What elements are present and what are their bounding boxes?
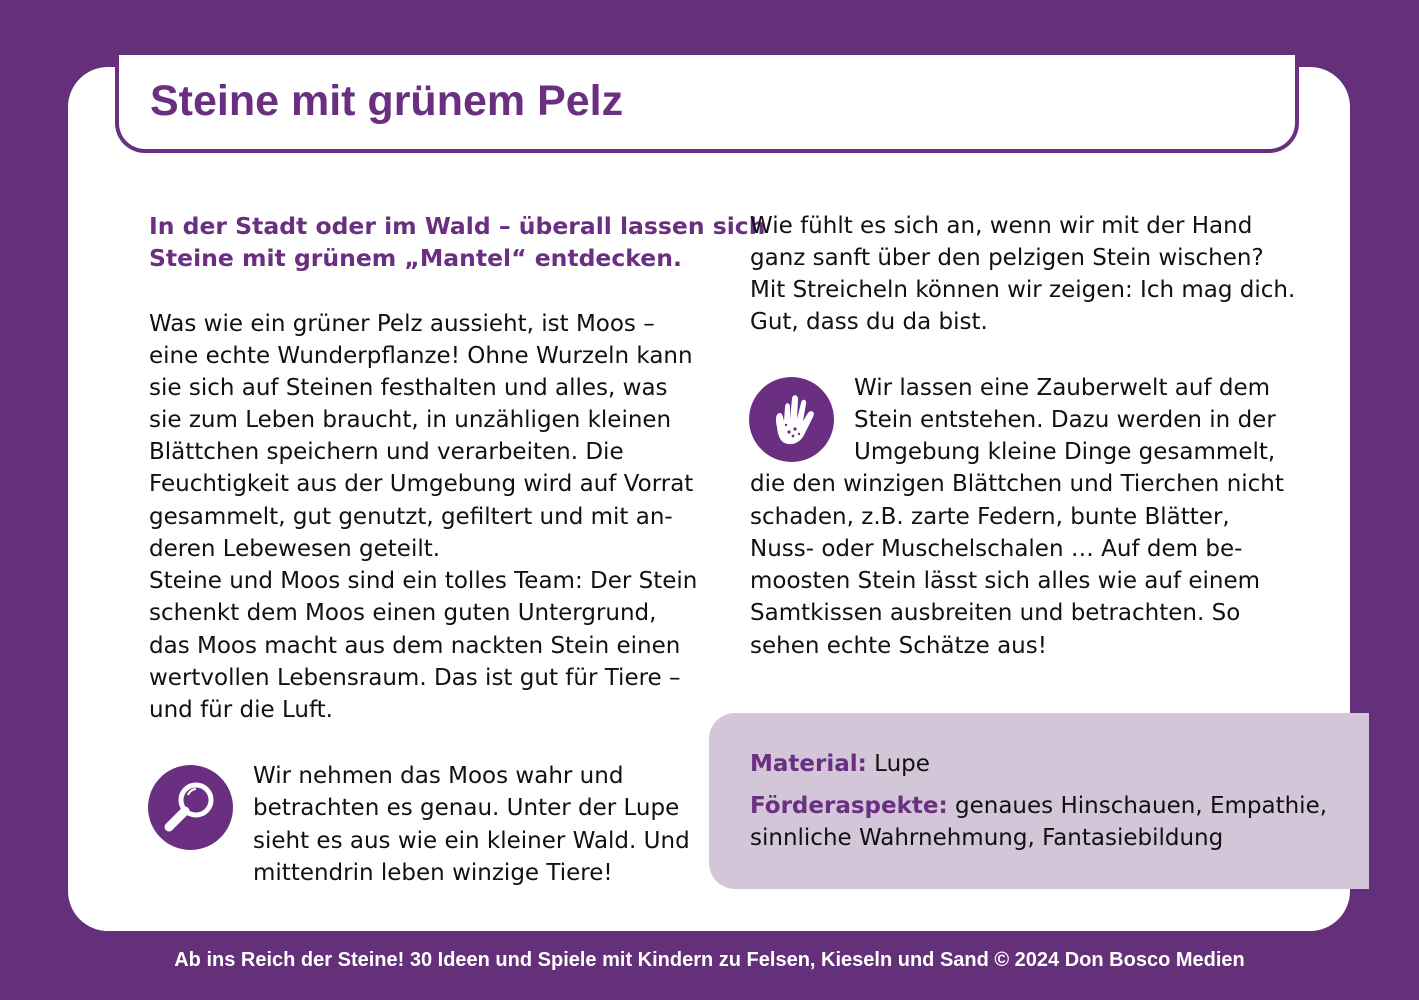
body-right-line: Mit Streicheln können wir zeigen: Ich mag dich. (750, 277, 1296, 303)
body-left-line: das Moos macht aus dem nackten Stein einen (149, 633, 681, 659)
body-left-line: Blättchen speichern und verarbeiten. Die (149, 439, 624, 465)
body-left-line: sie sich auf Steinen festhalten und alles, was (149, 375, 668, 401)
title-box (115, 55, 1299, 153)
hand-text-line: Stein entstehen. Dazu werden in der (854, 407, 1276, 433)
page-title: Steine mit grünem Pelz (150, 77, 624, 125)
material-label: Material: (750, 751, 867, 777)
body-right-line: Gut, dass du da bist. (750, 309, 988, 335)
footer-credit: Ab ins Reich der Steine! 30 Ideen und Spiele mit Kindern zu Felsen, Kieseln und Sand © 2024 Don Bosco Medien (174, 949, 1245, 971)
material-line (750, 748, 930, 780)
hand-text-line: die den winzigen Blättchen und Tierchen nicht (750, 471, 1284, 497)
intro-line-2: Steine mit grünem „Mantel“ entdecken. (149, 244, 682, 272)
body-left-line: und für die Luft. (149, 697, 333, 723)
aspects-value-1: genaues Hinschauen, Empathie, (955, 793, 1328, 819)
hand-text-line: schaden, z.B. zarte Federn, bunte Blätter, (750, 504, 1230, 530)
body-left-line: gesammelt, gut genutzt, gefiltert und mit an- (149, 504, 673, 530)
body-left-line: deren Lebewesen geteilt. (149, 536, 441, 562)
material-value: Lupe (874, 751, 930, 777)
intro-line-1: In der Stadt oder im Wald – überall lassen sich (149, 212, 766, 240)
magnifier-icon (148, 765, 233, 850)
hand-text-line: Samtkissen ausbreiten und betrachten. So (750, 600, 1241, 626)
body-left-line: wertvollen Lebensraum. Das ist gut für Tiere – (149, 665, 681, 691)
hand-text-line: sehen echte Schätze aus! (750, 633, 1047, 659)
body-left-line: Steine und Moos sind ein tolles Team: Der Stein (149, 568, 698, 594)
body-left-line: Feuchtigkeit aus der Umgebung wird auf Vorrat (149, 471, 694, 497)
hand-text-line: Umgebung kleine Dinge gesammelt, (854, 439, 1276, 465)
body-right-line: ganz sanft über den pelzigen Stein wischen? (750, 245, 1264, 271)
body-right-line: Wie fühlt es sich an, wenn wir mit der Hand (750, 213, 1253, 239)
hand-text-line: Nuss- oder Muschelschalen … Auf dem be- (750, 536, 1243, 562)
body-left-line: sie zum Leben braucht, in unzähligen kleinen (149, 407, 672, 433)
body-left-line: schenkt dem Moos einen guten Untergrund, (149, 600, 657, 626)
body-left-line: eine echte Wunderpflanze! Ohne Wurzeln kann (149, 343, 693, 369)
hand-icon (749, 377, 834, 462)
body-left-line: Was wie ein grüner Pelz aussieht, ist Moos – (149, 311, 655, 337)
aspects-label: Förderaspekte: (750, 793, 948, 819)
hand-text-line: moosten Stein lässt sich alles wie auf einem (750, 568, 1261, 594)
magnifier-text-line: sieht es aus wie ein kleiner Wald. Und (253, 828, 690, 854)
aspects-line (750, 790, 1327, 822)
magnifier-text-line: betrachten es genau. Unter der Lupe (253, 795, 680, 821)
magnifier-text-line: mittendrin leben winzige Tiere! (253, 860, 613, 886)
magnifier-text-line: Wir nehmen das Moos wahr und (253, 763, 624, 789)
hand-text-line: Wir lassen eine Zauberwelt auf dem (854, 375, 1271, 401)
aspects-value-2: sinnliche Wahrnehmung, Fantasiebildung (750, 825, 1224, 851)
